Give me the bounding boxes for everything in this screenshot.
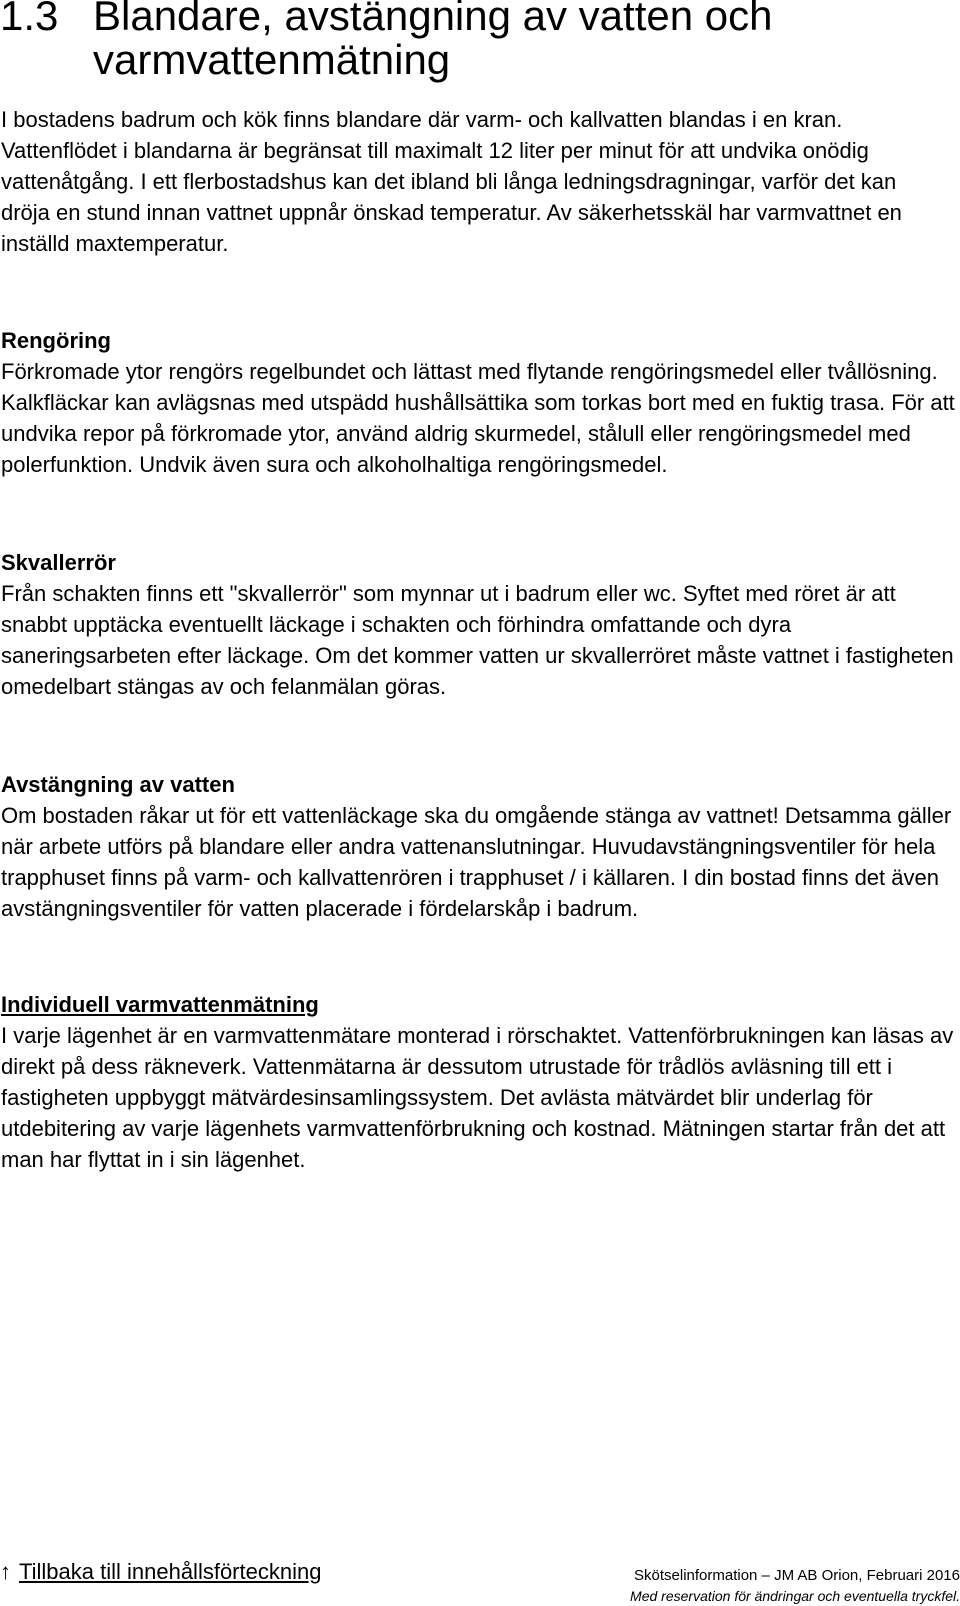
title-text: Blandare, avstängning av vatten och varmvattenmätning (93, 0, 773, 83)
section-heading: Skvallerrör (1, 550, 116, 575)
section-heading: Individuell varmvattenmätning (1, 992, 319, 1017)
document-info: Skötselinformation – JM AB Orion, Februari 2016 (634, 1567, 960, 1584)
footer-info (460, 1566, 960, 1606)
up-arrow-icon: ↑ (0, 1559, 11, 1584)
section-avstangning (1, 770, 956, 924)
section-varmvattenmatning (1, 990, 956, 1175)
section-skvallerror (1, 548, 956, 702)
disclaimer: Med reservation för ändringar och eventuella tryckfel. (630, 1588, 960, 1604)
intro-paragraph: I bostadens badrum och kök finns blandare där varm- och kallvatten blandas i en kran. Vattenflödet i blandarna är begränsat till maximalt 12 liter per minut för att undvika onödig vattenåtgång. I ett flerbostadshus kan det ibland bli långa ledningsdragningar, varför det kan dröja en stund innan vattnet uppnår önskad temperatur. Av säkerhetsskäl har varmvattnet en inställd maxtemperatur. (1, 107, 902, 256)
back-to-toc-link[interactable] (0, 1558, 321, 1586)
section-body: Förkromade ytor rengörs regelbundet och lättast med flytande rengöringsmedel eller tvållösning. Kalkfläckar kan avlägsnas med utspädd hushållsättika som torkas bort med en fuktig trasa. För att undvika repor på förkromade ytor, använd aldrig skurmedel, stålull eller rengöringsmedel med polerfunktion. Undvik även sura och alkoholhaltiga rengöringsmedel. (1, 359, 955, 477)
section-body: Om bostaden råkar ut för ett vattenläckage ska du omgående stänga av vattnet! Detsamma gäller när arbete utförs på blandare eller andra vattenanslutningar. Huvudavstängningsventiler för hela trapphuset finns på varm- och kallvattenrören i trapphuset / i källaren. I din bostad finns det även avstängningsventiler för vatten placerade i fördelarskåp i badrum. (1, 803, 952, 921)
section-rengoring (1, 326, 956, 480)
section-body: Från schakten finns ett "skvallerrör" som mynnar ut i badrum eller wc. Syftet med röret är att snabbt upptäcka eventuellt läckage i schakten och förhindra omfattande och dyra saneringsarbeten efter läckage. Om det kommer vatten ur skvallerröret måste vattnet i fastigheten omedelbart stängas av och felanmälan göras. (1, 581, 954, 699)
section-number: 1.3 (0, 0, 59, 39)
page-title (0, 0, 940, 82)
back-link-label: Tillbaka till innehållsförteckning (19, 1559, 322, 1584)
section-body: I varje lägenhet är en varmvattenmätare monterad i rörschaktet. Vattenförbrukningen kan läsas av direkt på dess räkneverk. Vattenmätarna är dessutom utrustade för trådlös avläsning till ett i fastigheten uppbyggt mätvärdesinsamlingssystem. Det avlästa mätvärdet blir underlag för utdebitering av varje lägenhets varmvattenförbrukning och kostnad. Mätningen startar från det att man har flyttat in i sin lägenhet. (1, 1023, 954, 1172)
section-heading: Avstängning av vatten (1, 772, 235, 797)
section-heading: Rengöring (1, 328, 111, 353)
